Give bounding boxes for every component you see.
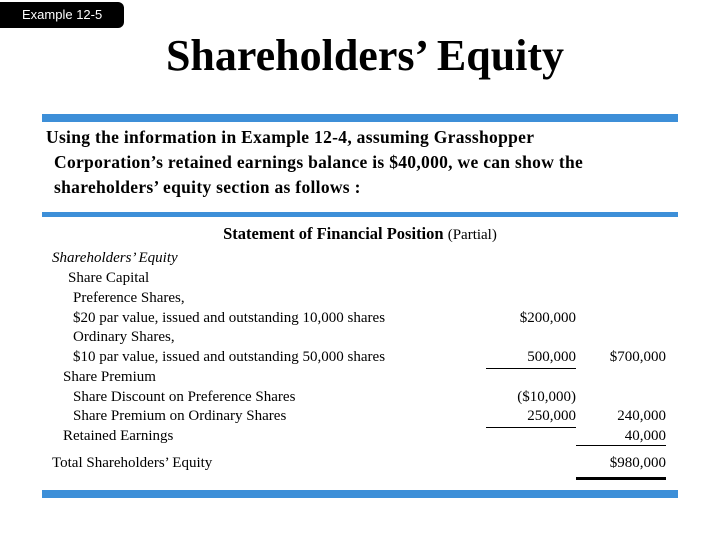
total-equity-label: Total Shareholders’ Equity — [52, 455, 213, 471]
ordinary-underline — [486, 368, 576, 369]
ordinary-premium-value: 250,000 — [527, 408, 576, 424]
share-capital-total: $700,000 — [609, 349, 666, 365]
share-premium-total: 240,000 — [617, 408, 666, 424]
preference-discount-label: Share Discount on Preference Shares — [73, 389, 296, 405]
preference-shares-desc: $20 par value, issued and outstanding 10,000 shares — [73, 310, 386, 326]
intro-line-3: shareholders’ equity section as follows : — [54, 177, 361, 197]
bottom-divider-bar — [42, 490, 678, 498]
preference-discount-value: ($10,000) — [517, 389, 576, 405]
retained-earnings-value: 40,000 — [624, 428, 666, 444]
retained-underline — [576, 445, 666, 446]
share-capital-label: Share Capital — [68, 270, 150, 286]
share-premium-label: Share Premium — [63, 369, 156, 385]
retained-earnings-label: Retained Earnings — [63, 428, 174, 444]
ordinary-shares-value: 500,000 — [527, 349, 576, 365]
intro-text — [46, 125, 686, 200]
statement-title-suffix: (Partial) — [447, 227, 497, 243]
intro-line-2: Corporation’s retained earnings balance is $40,000, we can show the — [54, 152, 584, 172]
ordinary-shares-desc: $10 par value, issued and outstanding 50,000 shares — [73, 349, 386, 365]
equity-heading: Shareholders’ Equity — [52, 250, 178, 266]
top-divider-bar — [42, 114, 678, 122]
statement-title-text: Statement of Financial Position — [223, 224, 444, 243]
middle-divider-bar — [42, 212, 678, 217]
ordinary-shares-label: Ordinary Shares, — [73, 329, 175, 345]
preference-shares-label: Preference Shares, — [73, 290, 185, 306]
preference-shares-value: $200,000 — [519, 310, 576, 326]
total-double-underline — [576, 477, 666, 480]
ordinary-premium-label: Share Premium on Ordinary Shares — [73, 408, 287, 424]
intro-line-1: Using the information in Example 12-4, assuming Grasshopper — [46, 127, 535, 147]
premium-underline — [486, 427, 576, 428]
example-tag: Example 12-5 — [0, 2, 124, 28]
slide-title: Shareholders’ Equity — [165, 31, 565, 80]
total-equity-value: $980,000 — [609, 455, 666, 471]
statement-title — [0, 224, 720, 244]
